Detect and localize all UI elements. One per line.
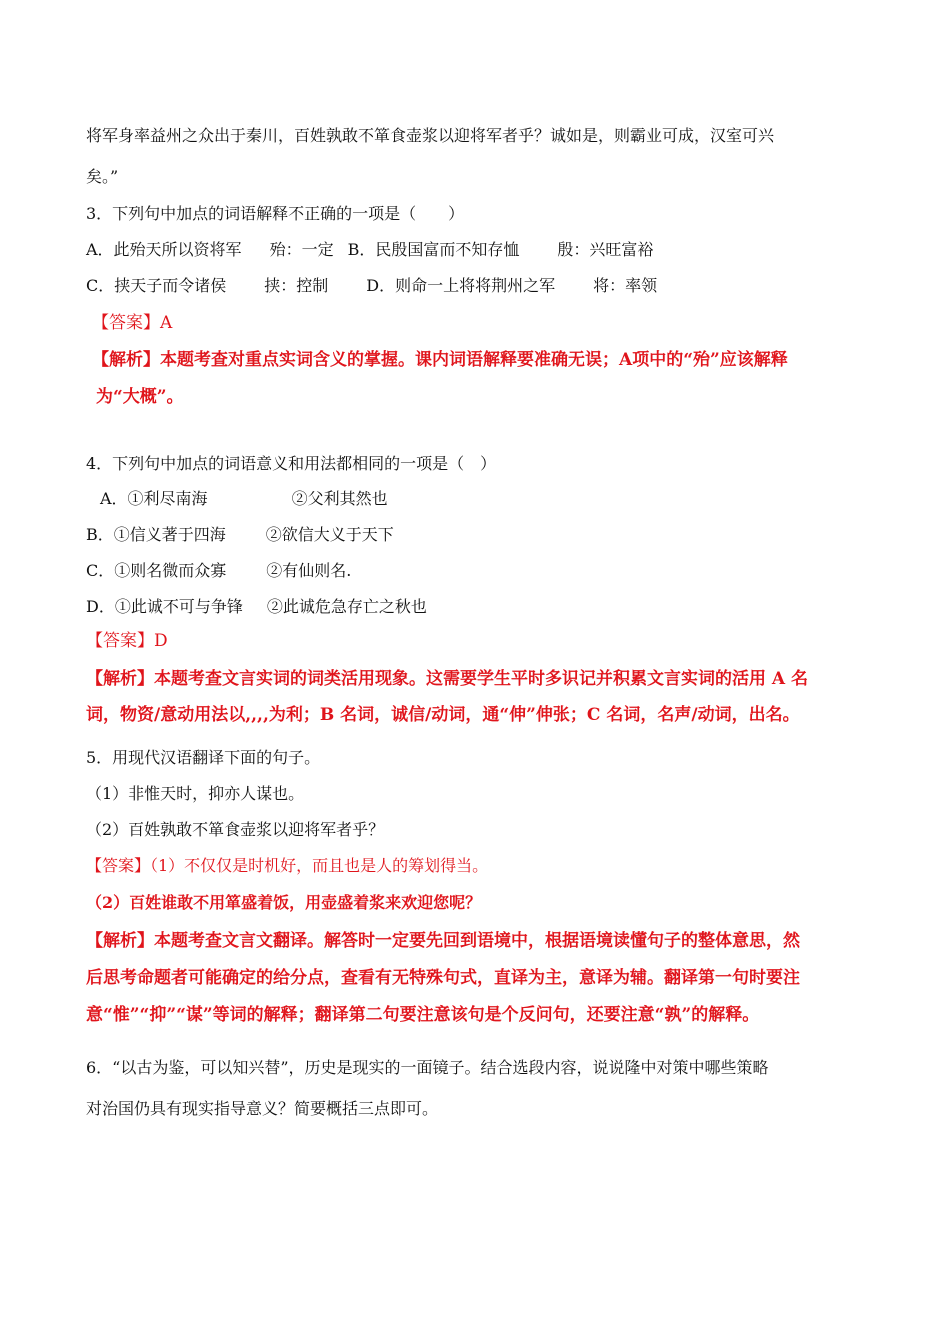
question-4-analysis-line-2: 词，物资/意动用法以,,,,为利；B 名词，诚信/动词，通“伸”伸张；C 名词，名声/动词，出名。: [86, 705, 800, 725]
question-3-analysis-line-1: 【解析】本题考查对重点实词含义的掌握。课内词语解释要准确无误；A项中的“殆”应该解释: [92, 350, 788, 370]
question-3-analysis-line-2: 为“大概”。: [96, 387, 184, 407]
question-5-analysis-line-1: 【解析】本题考查文言文翻译。解答时一定要先回到语境中，根据语境读懂句子的整体意思，然: [86, 931, 800, 951]
option-d-2: ②此诚危急存亡之秋也: [266, 597, 427, 616]
option-b: B．民殷国富而不知存恤: [347, 240, 520, 259]
option-c-2: ②有仙则名.: [266, 561, 352, 580]
question-5-analysis-line-3: 意“惟”“抑”“谋”等词的解释；翻译第二句要注意该句是个反问句，还要注意“孰”的解释。: [86, 1005, 760, 1025]
passage-line-2: 矣。”: [86, 167, 119, 186]
question-4-option-a: [100, 488, 388, 510]
question-3-options-ab: [86, 239, 653, 261]
question-5-answer-1: 【答案】（1）不仅仅是时机好，而且也是人的筹划得当。: [86, 856, 489, 875]
question-4-option-b: [86, 524, 394, 546]
question-6-stem-line-1: 6．“以古为鉴，可以知兴替”，历史是现实的一面镜子。结合选段内容，说说隆中对策中哪些策略: [86, 1058, 769, 1077]
option-b-gloss: 殷：兴旺富裕: [557, 240, 654, 259]
option-c-gloss: 挟：控制: [264, 276, 329, 295]
question-5-analysis-line-2: 后思考命题者可能确定的给分点，查看有无特殊句式，直译为主，意译为辅。翻译第一句时要注: [86, 968, 800, 988]
question-5-sentence-2: （2）百姓孰敢不箪食壶浆以迎将军者乎？: [86, 820, 385, 839]
option-a: A．此殆天所以资将军: [86, 240, 242, 259]
question-3-options-cd: [86, 275, 657, 297]
question-4-option-d: [86, 596, 427, 618]
question-4-stem: 4．下列句中加点的词语意义和用法都相同的一项是（ ）: [86, 454, 497, 473]
question-4-option-c: [86, 560, 351, 582]
option-d: D．则命一上将将荆州之军: [366, 276, 556, 295]
question-3-answer: 【答案】A: [92, 313, 173, 333]
option-b-2: ②欲信大义于天下: [265, 525, 394, 544]
question-5-stem: 5．用现代汉语翻译下面的句子。: [86, 748, 321, 767]
option-b-1: B．①信义著于四海: [86, 525, 226, 544]
option-c: C．挟天子而令诸侯: [86, 276, 227, 295]
question-6-stem-line-2: 对治国仍具有现实指导意义？简要概括三点即可。: [86, 1099, 439, 1118]
question-3-stem: 3．下列句中加点的词语解释不正确的一项是（ ）: [86, 204, 465, 223]
question-4-analysis-line-1: 【解析】本题考查文言实词的词类活用现象。这需要学生平时多识记并积累文言实词的活用 A 名: [86, 669, 809, 689]
option-a-2: ②父利其然也: [291, 489, 388, 508]
question-4-answer: 【答案】D: [86, 631, 168, 651]
passage-line-1: 将军身率益州之众出于秦川，百姓孰敢不箪食壶浆以迎将军者乎？诚如是，则霸业可成，汉室可兴: [86, 126, 775, 145]
option-a-gloss: 殆：一定: [269, 240, 334, 259]
option-c-1: C．①则名微而众寡: [86, 561, 227, 580]
question-5-answer-2: （2）百姓谁敢不用箪盛着饭，用壶盛着浆来欢迎您呢？: [86, 893, 482, 912]
question-5-sentence-1: （1）非惟天时，抑亦人谋也。: [86, 784, 305, 803]
option-d-gloss: 将：率领: [593, 276, 658, 295]
option-a-1: A．①利尽南海: [100, 489, 208, 508]
option-d-1: D．①此诚不可与争锋: [86, 597, 243, 616]
